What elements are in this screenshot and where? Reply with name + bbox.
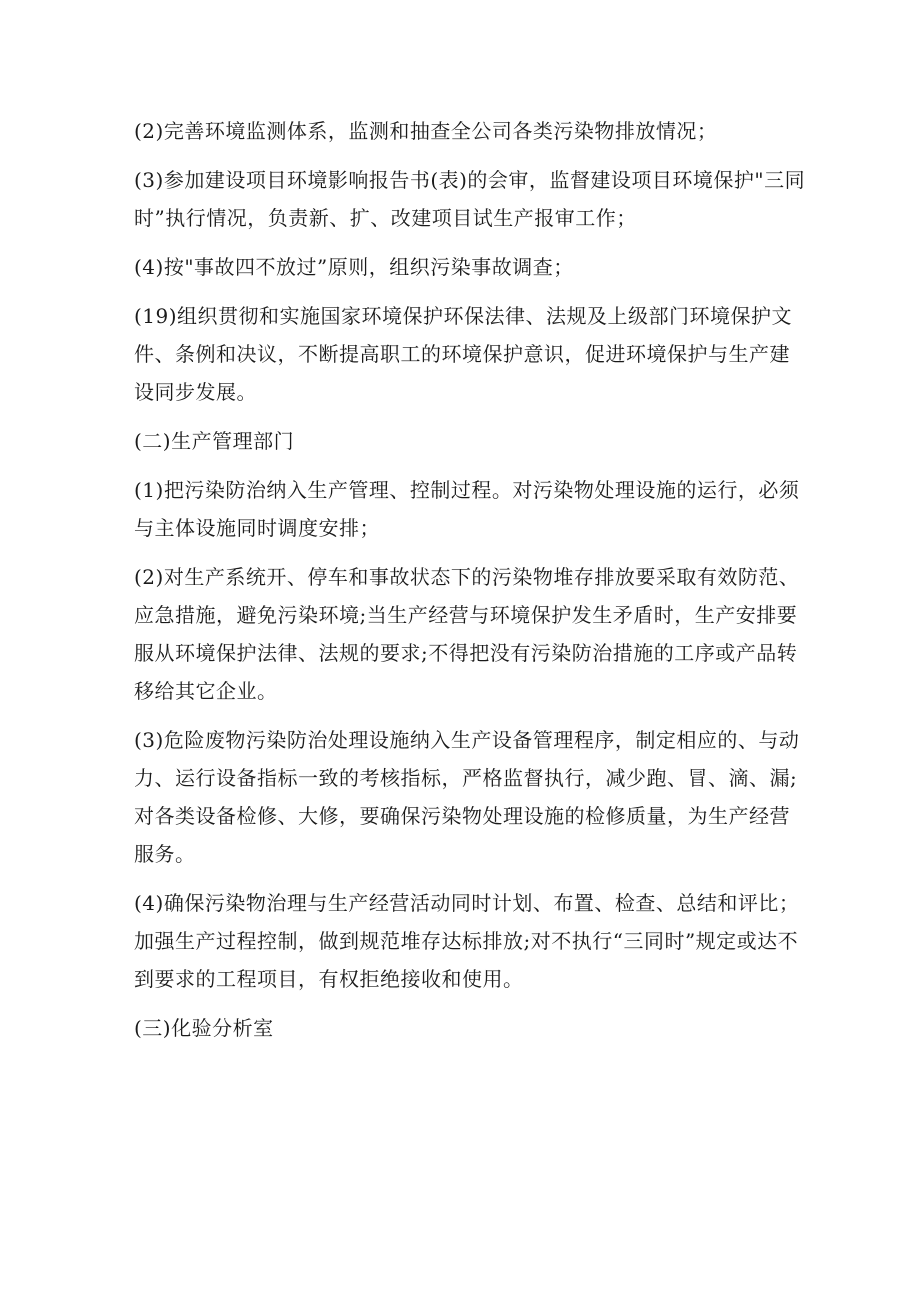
paragraph-pollution-control: (1)把污染防治纳入生产管理、控制过程。对污染物处理设施的运行，必须与主体设施同时调度安排； bbox=[134, 478, 800, 540]
paragraph-accident-investigation: (4)按"事故四不放过”原则，组织污染事故调查； bbox=[134, 255, 574, 279]
paragraph-hazardous-waste: (3)危险废物污染防治处理设施纳入生产设备管理程序，制定相应的、与动力、运行设备指标一致的考核指标，严格监督执行，减少跑、冒、滴、漏;对各类设备检修、大修，要确保污染物处理设施的检修质量，为生产经营服务。 bbox=[134, 728, 800, 866]
paragraph-emergency-measures: (2)对生产系统开、停车和事故状态下的污染物堆存排放要采取有效防范、应急措施，避免污染环境;当生产经营与环境保护发生矛盾时，生产安排要服从环境保护法律、法规的要求;不得把没有污染防治措施的工序或产品转移给其它企业。 bbox=[134, 565, 800, 703]
section-heading-production-dept: (二)生产管理部门 bbox=[134, 429, 295, 453]
paragraph-law-implementation: (19)组织贯彻和实施国家环境保护环保法律、法规及上级部门环境保护文件、条例和决议，不断提高职工的环境保护意识，促进环境保护与生产建设同步发展。 bbox=[134, 304, 793, 404]
paragraph-monitoring-system: (2)完善环境监测体系，监测和抽查全公司各类污染物排放情况； bbox=[134, 119, 718, 143]
paragraph-eia-review: (3)参加建设项目环境影响报告书(表)的会审，监督建设项目环境保护"三同时”执行情况，负责新、扩、改建项目试生产报审工作； bbox=[134, 168, 806, 230]
paragraph-three-simultaneous: (4)确保污染物治理与生产经营活动同时计划、布置、检查、总结和评比；加强生产过程控制，做到规范堆存达标排放;对不执行“三同时”规定或达不到要求的工程项目，有权拒绝接收和使用。 bbox=[134, 891, 800, 991]
document-body bbox=[134, 112, 806, 1058]
section-heading-lab: (三)化验分析室 bbox=[134, 1016, 274, 1040]
